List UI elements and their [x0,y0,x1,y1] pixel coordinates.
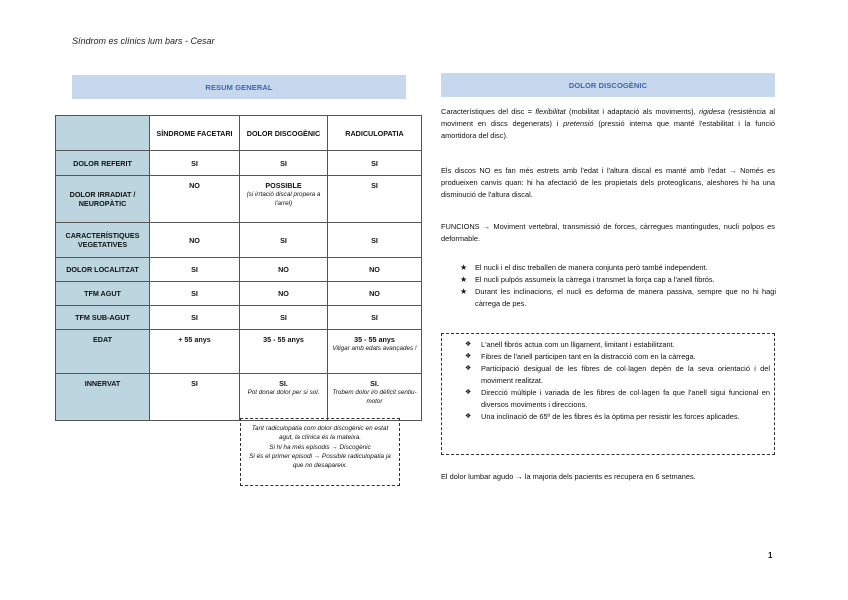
table-cell: SI [150,374,240,421]
table-cell [240,176,328,223]
disc-height-paragraph: Els discos NO es fan més estrets amb l'edat i l'altura discal es manté amb l'edat → Només es produeixen canvis quan: hi ha afectació de les propietats dels proteoglicans, aleshores hi ha una disminució de l'altura discal. [441,166,775,199]
list-item-text: Fibres de l'anell participen tant en la distracció com en la càrrega. [481,351,696,361]
note-line: Si hi ha més episodis → Discogènic [269,443,371,451]
section-banner-resum-general: RESUM GENERAL [72,75,406,99]
table-cell: NO [150,176,240,223]
list-item-text: L'anell fibrós actua com un lligament, limitant i estabilitzant. [481,340,675,349]
diamond-bullet-icon: ❖ [465,364,472,372]
star-icon: ★ [460,263,468,272]
table-cell: NO [240,282,328,306]
table-cell: NO [240,258,328,282]
table-row [56,176,422,223]
table-cell: SI [150,151,240,176]
table-cell [328,374,422,421]
diamond-bullet-icon: ❖ [465,341,472,348]
table-row [56,223,422,258]
table-row [56,374,422,421]
row-label: EDAT [56,330,150,374]
row-label: DOLOR LOCALITZAT [56,258,150,282]
table-row [56,151,422,176]
table-cell: SI [328,306,422,330]
table-cell: + 55 anys [150,330,240,374]
cell-main-text: 35 - 55 anys [354,335,395,344]
table-cell: SI [328,176,422,223]
cell-note-text: Viligar amb edats avançades ! [332,345,417,352]
column-header: SÍNDROME FACETARI [150,116,240,151]
page-number: 1 [768,551,773,560]
star-bullet-list [458,262,776,310]
cell-main-text: SI. [370,379,379,388]
list-item-text: Una inclinació de 65º de les fibres és la òptima per resistir les forces aplicades. [481,411,740,421]
table-cell: SI [150,282,240,306]
acute-low-back-pain-paragraph: El dolor lumbar agudo → la majoria dels pacients es recupera en 6 setmanes. [441,472,696,481]
list-item [464,411,770,423]
list-item [464,387,770,411]
row-label: TFM AGUT [56,282,150,306]
text-span: (resistència al moviment en discs degenerats) i [441,107,775,128]
text-span: (pressió interna que manté l'estabilitat i la funció amortidora del disc). [441,118,775,140]
cell-note-text: (si irrtació discal propera a l'arrel) [246,191,321,207]
table-cell: SI [150,306,240,330]
table-cell [240,374,328,421]
table-cell: SI [240,306,328,330]
diamond-bullet-icon: ❖ [465,388,472,396]
table-corner-cell [56,116,150,151]
term-pretensio: pretensió [563,118,594,128]
table-cell: SI [328,223,422,258]
list-item-text: El nucli pulpós assumeix la càrrega i transmet la força cap a l'anell fibrós. [475,274,715,284]
list-item-text: Direcció múltiple i variada de les fibres de col·lagen fa que l'anell sigui funcional en diversos moviments i direccions. [481,387,770,409]
diamond-bullet-icon: ❖ [465,352,472,360]
cell-main-text: SI. [279,379,288,388]
row-label: INNERVAT [56,374,150,421]
list-item-text: El nucli i el disc treballen de manera conjunta però també independent. [475,263,708,272]
text-span: Característiques del disc = [441,107,536,116]
cell-main-text: POSSIBLE [265,181,302,190]
note-line: Tant radiculopatia com dolor discogènic en estat agut, la clínica és la mateixa. [251,425,389,442]
row-label: DOLOR REFERIT [56,151,150,176]
list-item-text: Participació desigual de les fibres de col·lagen depèn de la seva orientació i del moviment realitzat. [481,363,770,385]
term-flexibilitat: flexibilitat [535,107,566,116]
list-item [458,262,776,274]
table-cell: SI [150,258,240,282]
table-cell: SI [240,223,328,258]
list-item [458,286,776,310]
functions-paragraph: FUNCIONS → Moviment vertebral, transmissió de forces, càrregues mantingudes, nucli polpos es deformable. [441,222,775,243]
list-item-text: Durant les inclinacions, el nucli es deforma de manera passiva, sempre que no hi hagi càrrega de pes. [475,286,776,308]
diamond-bullet-icon: ❖ [465,412,472,420]
list-item [464,363,770,387]
cell-note-text: Trobem dolor i/o dèficit sentiu-motor [332,389,417,405]
row-label: DOLOR IRRADIAT / NEUROPÀTIC [56,176,150,223]
text-span: (mobilitat i adaptació als moviments), [565,107,699,116]
table-cell: 35 - 55 anys [240,330,328,374]
table-row [56,306,422,330]
table-cell: NO [328,282,422,306]
star-icon: ★ [460,274,468,284]
table-cell: SI [240,151,328,176]
list-item [464,351,770,363]
document-header-title: Síndrom es clínics lum bars - Cesar [72,36,215,46]
table-row [56,258,422,282]
summary-table [55,115,422,421]
column-header: RADICULOPATIA [328,116,422,151]
table-cell: NO [328,258,422,282]
note-line: Si és el primer episodi → Possible radiculopatia ja que no desapareix. [249,452,391,470]
row-label: TFM SUB-AGUT [56,306,150,330]
column-header: DOLOR DISCOGÈNIC [240,116,328,151]
row-label: CARACTERÍSTIQUES VEGETATIVES [56,223,150,258]
discogenic-note-box [240,418,400,486]
star-icon: ★ [460,286,468,296]
table-row [56,282,422,306]
section-banner-dolor-discogenic: DOLOR DISCOGÈNIC [441,73,775,97]
table-cell: SI [328,151,422,176]
term-rigidesa: rigidesa [698,107,725,116]
table-row [56,330,422,374]
diamond-bullet-list [464,339,770,423]
table-cell: NO [150,223,240,258]
cell-note-text: Pot donar dolor per si sol. [247,389,320,396]
disc-characteristics-paragraph [441,106,775,142]
table-header-row [56,116,422,151]
list-item [464,339,770,351]
table-cell [328,330,422,374]
list-item [458,274,776,286]
annulus-fibrosus-box [441,333,775,455]
